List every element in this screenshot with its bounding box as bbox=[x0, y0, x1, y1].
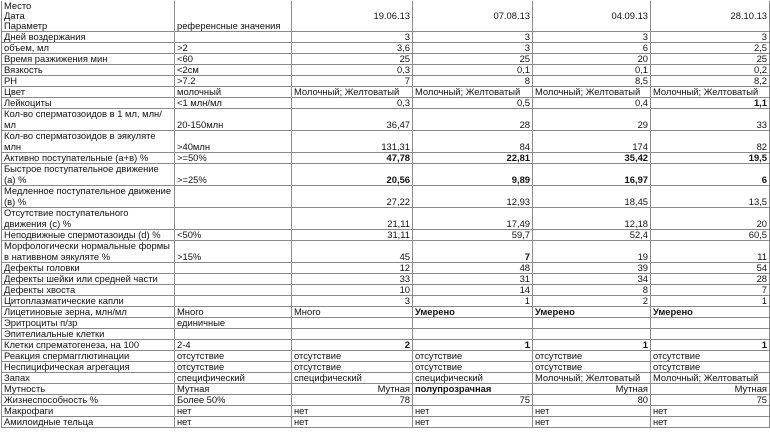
ref-cell: отсутствие bbox=[175, 351, 292, 362]
date-4: 28.10.13 bbox=[651, 11, 770, 21]
value-cell: 1 bbox=[533, 340, 651, 351]
ref-cell: <50% bbox=[175, 230, 292, 241]
value-cell: 20 bbox=[651, 208, 770, 230]
value-cell: 80 bbox=[533, 395, 651, 406]
ref-cell: >2 bbox=[175, 43, 292, 54]
value-cell: 52,4 bbox=[533, 230, 651, 241]
table-row bbox=[2, 417, 770, 428]
value-cell: 0,2 bbox=[651, 65, 770, 76]
value-cell: 75 bbox=[651, 395, 770, 406]
ref-cell bbox=[175, 263, 292, 274]
param-cell: Дефекты хвоста bbox=[2, 285, 175, 296]
value-cell: специфический bbox=[413, 373, 533, 384]
value-cell: Умерено bbox=[413, 307, 533, 318]
param-cell: Эпителиальные клетки bbox=[2, 329, 175, 340]
param-cell: Медленное поступательное движение (в) % bbox=[2, 186, 175, 208]
value-cell: нет bbox=[651, 406, 770, 417]
value-cell: 2 bbox=[533, 296, 651, 307]
value-cell: 33 bbox=[651, 109, 770, 131]
value-cell: отсутствие bbox=[533, 351, 651, 362]
ref-label: референсные значения bbox=[175, 21, 292, 32]
value-cell: 39 bbox=[533, 263, 651, 274]
value-cell: нет bbox=[413, 417, 533, 428]
table-row bbox=[2, 340, 770, 351]
param-cell: Кол-во сперматозоидов в эякуляте млн bbox=[2, 131, 175, 153]
value-cell: 8 bbox=[533, 285, 651, 296]
ref-cell: Более 50% bbox=[175, 395, 292, 406]
value-cell: 20,56 bbox=[292, 164, 413, 186]
table-row bbox=[2, 98, 770, 109]
param-cell: Дефекты шейки или средней части bbox=[2, 274, 175, 285]
value-cell: 35,42 bbox=[533, 153, 651, 164]
param-cell: Запах bbox=[2, 373, 175, 384]
table-row bbox=[2, 373, 770, 384]
value-cell bbox=[413, 318, 533, 329]
value-cell: 34 bbox=[533, 274, 651, 285]
ref-cell bbox=[175, 32, 292, 43]
value-cell: отсутствие bbox=[292, 351, 413, 362]
value-cell: 47,78 bbox=[292, 153, 413, 164]
value-cell: нет bbox=[413, 406, 533, 417]
ref-cell: нет bbox=[175, 406, 292, 417]
table-row bbox=[2, 318, 770, 329]
ref-cell bbox=[175, 296, 292, 307]
table-row bbox=[2, 131, 770, 153]
param-cell: Неподвижные спермотазоиды (d) % bbox=[2, 230, 175, 241]
value-cell: 7 bbox=[413, 241, 533, 263]
param-cell: Вязкость bbox=[2, 65, 175, 76]
value-cell: 3 bbox=[651, 32, 770, 43]
value-cell: 0,3 bbox=[292, 65, 413, 76]
ref-cell: нет bbox=[175, 417, 292, 428]
value-cell: 7 bbox=[651, 285, 770, 296]
header-place-row bbox=[2, 1, 770, 11]
value-cell: 174 bbox=[533, 131, 651, 153]
value-cell: нет bbox=[292, 417, 413, 428]
date-2: 07.08.13 bbox=[413, 11, 533, 21]
value-cell: 1 bbox=[651, 296, 770, 307]
value-cell: 3,6 bbox=[292, 43, 413, 54]
param-cell: Неспицифическая агрегация bbox=[2, 362, 175, 373]
value-cell: 17,49 bbox=[413, 208, 533, 230]
param-cell: Быстрое поступательное движение (а) % bbox=[2, 164, 175, 186]
value-cell: 22,81 bbox=[413, 153, 533, 164]
param-cell: Отсутствие поступательного движения (с) % bbox=[2, 208, 175, 230]
param-cell: Цитоплазматические капли bbox=[2, 296, 175, 307]
table-row bbox=[2, 76, 770, 87]
value-cell: 25 bbox=[651, 54, 770, 65]
value-cell: 8,2 bbox=[651, 76, 770, 87]
value-cell: нет bbox=[533, 406, 651, 417]
param-cell: Дефекты головки bbox=[2, 263, 175, 274]
ref-cell: >40млн bbox=[175, 131, 292, 153]
analysis-table bbox=[1, 1, 770, 428]
value-cell: 75 bbox=[413, 395, 533, 406]
ref-cell bbox=[175, 208, 292, 230]
table-row bbox=[2, 362, 770, 373]
value-cell: 36,47 bbox=[292, 109, 413, 131]
date-3: 04.09.13 bbox=[533, 11, 651, 21]
table-row bbox=[2, 65, 770, 76]
value-cell: 2,5 bbox=[651, 43, 770, 54]
value-cell: 28 bbox=[413, 109, 533, 131]
value-cell: 18,45 bbox=[533, 186, 651, 208]
value-cell: 54 bbox=[651, 263, 770, 274]
param-cell: PH bbox=[2, 76, 175, 87]
param-cell: Морфологически нормальные формы в нативвном эякуляте % bbox=[2, 241, 175, 263]
param-cell: Мутность bbox=[2, 384, 175, 395]
value-cell: 6 bbox=[651, 164, 770, 186]
value-cell: отсутствие bbox=[651, 362, 770, 373]
param-cell: Эритроциты п/зр bbox=[2, 318, 175, 329]
value-cell: 48 bbox=[413, 263, 533, 274]
value-cell: Мутная bbox=[651, 384, 770, 395]
param-cell: Активно поступательные (а+в) % bbox=[2, 153, 175, 164]
value-cell: 29 bbox=[533, 109, 651, 131]
param-cell: Дней воздержания bbox=[2, 32, 175, 43]
table-row bbox=[2, 285, 770, 296]
ref-cell: Мутная bbox=[175, 384, 292, 395]
value-cell: 1,1 bbox=[651, 98, 770, 109]
value-cell: 16,97 bbox=[533, 164, 651, 186]
value-cell: Молочный; Желтоватый bbox=[651, 373, 770, 384]
value-cell: Молочный; Желтоватый bbox=[651, 87, 770, 98]
value-cell: нет bbox=[533, 417, 651, 428]
ref-cell bbox=[175, 329, 292, 340]
table-row bbox=[2, 395, 770, 406]
value-cell: 82 bbox=[651, 131, 770, 153]
table-row bbox=[2, 32, 770, 43]
value-cell: 10 bbox=[292, 285, 413, 296]
value-cell: 0,1 bbox=[533, 65, 651, 76]
date-label: Дата bbox=[2, 11, 175, 21]
value-cell: 84 bbox=[413, 131, 533, 153]
value-cell: 0,1 bbox=[413, 65, 533, 76]
param-cell: Макрофаги bbox=[2, 406, 175, 417]
value-cell: Умерено bbox=[533, 307, 651, 318]
value-cell: 7 bbox=[292, 76, 413, 87]
param-cell: Клетки спрематогенеза, на 100 bbox=[2, 340, 175, 351]
place-label: Место bbox=[2, 1, 175, 11]
value-cell bbox=[533, 318, 651, 329]
param-label: Параметр bbox=[2, 21, 175, 32]
ref-cell: >=25% bbox=[175, 164, 292, 186]
value-cell: 11 bbox=[651, 241, 770, 263]
ref-cell: <1 млн/мл bbox=[175, 98, 292, 109]
value-cell: Молочный; Желтоватый bbox=[413, 87, 533, 98]
ref-cell bbox=[175, 285, 292, 296]
value-cell bbox=[413, 329, 533, 340]
table-row bbox=[2, 274, 770, 285]
value-cell: 3 bbox=[292, 296, 413, 307]
value-cell: нет bbox=[292, 406, 413, 417]
value-cell: 8,5 bbox=[533, 76, 651, 87]
param-cell: Амилоидные тельца bbox=[2, 417, 175, 428]
date-1: 19.06.13 bbox=[292, 11, 413, 21]
ref-cell: >15% bbox=[175, 241, 292, 263]
table-row bbox=[2, 153, 770, 164]
value-cell: 131,31 bbox=[292, 131, 413, 153]
param-cell: Цвет bbox=[2, 87, 175, 98]
ref-cell: единичные bbox=[175, 318, 292, 329]
value-cell bbox=[651, 329, 770, 340]
header-param-row bbox=[2, 21, 770, 32]
header-date-row bbox=[2, 11, 770, 21]
value-cell: 1 bbox=[651, 340, 770, 351]
value-cell: 0,5 bbox=[413, 98, 533, 109]
value-cell: 1 bbox=[413, 296, 533, 307]
value-cell: 45 bbox=[292, 241, 413, 263]
value-cell: Мутная bbox=[292, 384, 413, 395]
table-row bbox=[2, 87, 770, 98]
value-cell bbox=[533, 329, 651, 340]
ref-cell: <2см bbox=[175, 65, 292, 76]
value-cell: 25 bbox=[413, 54, 533, 65]
value-cell: 12,93 bbox=[413, 186, 533, 208]
value-cell: 12,18 bbox=[533, 208, 651, 230]
ref-cell: >=50% bbox=[175, 153, 292, 164]
value-cell: 19,5 bbox=[651, 153, 770, 164]
table-row bbox=[2, 109, 770, 131]
param-cell: Лейкоциты bbox=[2, 98, 175, 109]
param-cell: Кол-во сперматозоидов в 1 мл, млн/мл bbox=[2, 109, 175, 131]
value-cell: отсутствие bbox=[651, 351, 770, 362]
value-cell: Умерено bbox=[651, 307, 770, 318]
ref-cell bbox=[175, 274, 292, 285]
table-row bbox=[2, 406, 770, 417]
value-cell: Мутная bbox=[533, 384, 651, 395]
ref-cell: <60 bbox=[175, 54, 292, 65]
value-cell: 28 bbox=[651, 274, 770, 285]
table-row bbox=[2, 164, 770, 186]
value-cell: 13,5 bbox=[651, 186, 770, 208]
value-cell: Молочный; Желтоватый bbox=[292, 87, 413, 98]
ref-cell: 20-150млн bbox=[175, 109, 292, 131]
table-row bbox=[2, 241, 770, 263]
table-row bbox=[2, 351, 770, 362]
table-row bbox=[2, 54, 770, 65]
param-cell: Жизнеспособность % bbox=[2, 395, 175, 406]
value-cell: 19 bbox=[533, 241, 651, 263]
table-row bbox=[2, 186, 770, 208]
value-cell: 3 bbox=[292, 32, 413, 43]
ref-cell: специфический bbox=[175, 373, 292, 384]
param-cell: объем, мл bbox=[2, 43, 175, 54]
table-row bbox=[2, 263, 770, 274]
value-cell: 33 bbox=[292, 274, 413, 285]
value-cell: 21,11 bbox=[292, 208, 413, 230]
table-row bbox=[2, 329, 770, 340]
value-cell: 27,22 bbox=[292, 186, 413, 208]
value-cell: отсутствие bbox=[292, 362, 413, 373]
table-row bbox=[2, 43, 770, 54]
value-cell: 0,4 bbox=[533, 98, 651, 109]
table-row bbox=[2, 208, 770, 230]
ref-cell: молочный bbox=[175, 87, 292, 98]
value-cell: отсутствие bbox=[413, 362, 533, 373]
ref-cell: отсутствие bbox=[175, 362, 292, 373]
value-cell: 25 bbox=[292, 54, 413, 65]
value-cell: 60,5 bbox=[651, 230, 770, 241]
value-cell: Молочный; Желтоватый bbox=[533, 373, 651, 384]
value-cell: 31,11 bbox=[292, 230, 413, 241]
param-cell: Время разжижения мин bbox=[2, 54, 175, 65]
value-cell: отсутствие bbox=[413, 351, 533, 362]
ref-cell: Много bbox=[175, 307, 292, 318]
value-cell bbox=[651, 318, 770, 329]
value-cell: 1 bbox=[413, 340, 533, 351]
value-cell: 8 bbox=[413, 76, 533, 87]
value-cell: 14 bbox=[413, 285, 533, 296]
value-cell: 31 bbox=[413, 274, 533, 285]
value-cell bbox=[292, 318, 413, 329]
value-cell: 78 bbox=[292, 395, 413, 406]
value-cell: полупрозрачная bbox=[413, 384, 533, 395]
value-cell: отсутствие bbox=[533, 362, 651, 373]
value-cell: 3 bbox=[533, 32, 651, 43]
value-cell: 0,3 bbox=[292, 98, 413, 109]
table-row bbox=[2, 296, 770, 307]
ref-cell: >7.2 bbox=[175, 76, 292, 87]
value-cell: нет bbox=[651, 417, 770, 428]
value-cell: Много bbox=[292, 307, 413, 318]
value-cell: специфический bbox=[292, 373, 413, 384]
param-cell: Реакция спермагглютинации bbox=[2, 351, 175, 362]
value-cell: 20 bbox=[533, 54, 651, 65]
value-cell: 2 bbox=[292, 340, 413, 351]
table-row bbox=[2, 307, 770, 318]
value-cell: 3 bbox=[413, 32, 533, 43]
value-cell: 12 bbox=[292, 263, 413, 274]
ref-cell: 2-4 bbox=[175, 340, 292, 351]
value-cell: 3 bbox=[413, 43, 533, 54]
ref-cell bbox=[175, 186, 292, 208]
table-row bbox=[2, 230, 770, 241]
value-cell: Молочный; Желтоватый bbox=[533, 87, 651, 98]
table-row bbox=[2, 384, 770, 395]
value-cell: 6 bbox=[533, 43, 651, 54]
param-cell: Лицетиновые зерна, млн/мл bbox=[2, 307, 175, 318]
value-cell: 59,7 bbox=[413, 230, 533, 241]
value-cell bbox=[292, 329, 413, 340]
value-cell: 9,89 bbox=[413, 164, 533, 186]
